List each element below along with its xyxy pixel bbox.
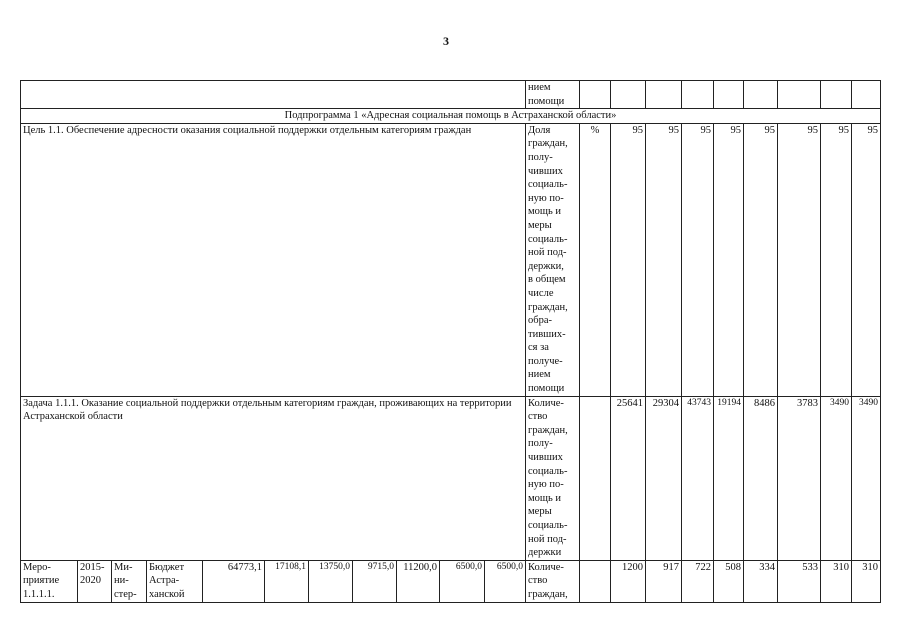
goal-value: 95 (821, 123, 852, 396)
task-value: 3490 (821, 396, 852, 560)
measure-value: 722 (682, 560, 714, 602)
goal-indicator: Доля граждан, полу- чивших социаль- ную по- мощь и меры социаль- ной под- держки, в общем числе граждан, обра- тивших- ся за получе- нием помощи (526, 123, 580, 396)
measure-finance-year: 13750,0 (309, 560, 353, 602)
program-table (20, 80, 881, 603)
task-value: 29304 (646, 396, 682, 560)
goal-value: 95 (714, 123, 744, 396)
task-value: 43743 (682, 396, 714, 560)
measure-value: 508 (714, 560, 744, 602)
measure-value: 310 (821, 560, 852, 602)
measure-period: 2015- 2020 (78, 560, 112, 602)
measure-value: 310 (852, 560, 881, 602)
measure-row (21, 560, 881, 602)
measure-value: 1200 (611, 560, 646, 602)
header-value-cell (646, 81, 682, 109)
header-indicator-cell: нием помощи (526, 81, 580, 109)
measure-finance-year: 17108,1 (265, 560, 309, 602)
task-indicator: Количе- ство граждан, полу- чивших социаль- ную по- мощь и меры социаль- ной под- держки (526, 396, 580, 560)
header-value-cell (744, 81, 778, 109)
measure-finance-year: 6500,0 (485, 560, 526, 602)
task-value: 19194 (714, 396, 744, 560)
header-value-cell (852, 81, 881, 109)
goal-value: 95 (646, 123, 682, 396)
subprogram-row (21, 109, 881, 124)
header-value-cell (821, 81, 852, 109)
goal-value: 95 (852, 123, 881, 396)
page-number: 3 (443, 34, 449, 48)
header-value-cell (778, 81, 821, 109)
measure-executor: Ми- ни- стер- (112, 560, 147, 602)
goal-unit: % (580, 123, 611, 396)
task-row (21, 396, 881, 560)
goal-value: 95 (778, 123, 821, 396)
measure-value: 533 (778, 560, 821, 602)
measure-name: Меро- приятие 1.1.1.1. (21, 560, 78, 602)
goal-text: Цель 1.1. Обеспечение адресности оказания социальной поддержки отдельным категориям граждан (21, 123, 526, 396)
measure-finance-year: 6500,0 (440, 560, 485, 602)
measure-indicator: Количе- ство граждан, (526, 560, 580, 602)
goal-value: 95 (682, 123, 714, 396)
goal-row (21, 123, 881, 396)
goal-value: 95 (744, 123, 778, 396)
goal-value: 95 (611, 123, 646, 396)
measure-finance-year: 9715,0 (353, 560, 397, 602)
measure-value: 917 (646, 560, 682, 602)
header-blank-cell (21, 81, 526, 109)
measure-unit (580, 560, 611, 602)
task-value: 3783 (778, 396, 821, 560)
task-value: 25641 (611, 396, 646, 560)
measure-funding-source: Бюджет Астра- ханской (147, 560, 203, 602)
measure-finance-total: 64773,1 (203, 560, 265, 602)
subprogram-title: Подпрограмма 1 «Адресная социальная помощь в Астраханской области» (21, 109, 881, 124)
header-value-cell (611, 81, 646, 109)
header-continuation-row (21, 81, 881, 109)
header-value-cell (682, 81, 714, 109)
task-value: 8486 (744, 396, 778, 560)
task-unit (580, 396, 611, 560)
measure-value: 334 (744, 560, 778, 602)
header-value-cell (714, 81, 744, 109)
task-value: 3490 (852, 396, 881, 560)
header-unit-cell (580, 81, 611, 109)
measure-finance-year: 11200,0 (397, 560, 440, 602)
task-text: Задача 1.1.1. Оказание социальной поддержки отдельным категориям граждан, проживающих на территории Астраханской области (21, 396, 526, 560)
